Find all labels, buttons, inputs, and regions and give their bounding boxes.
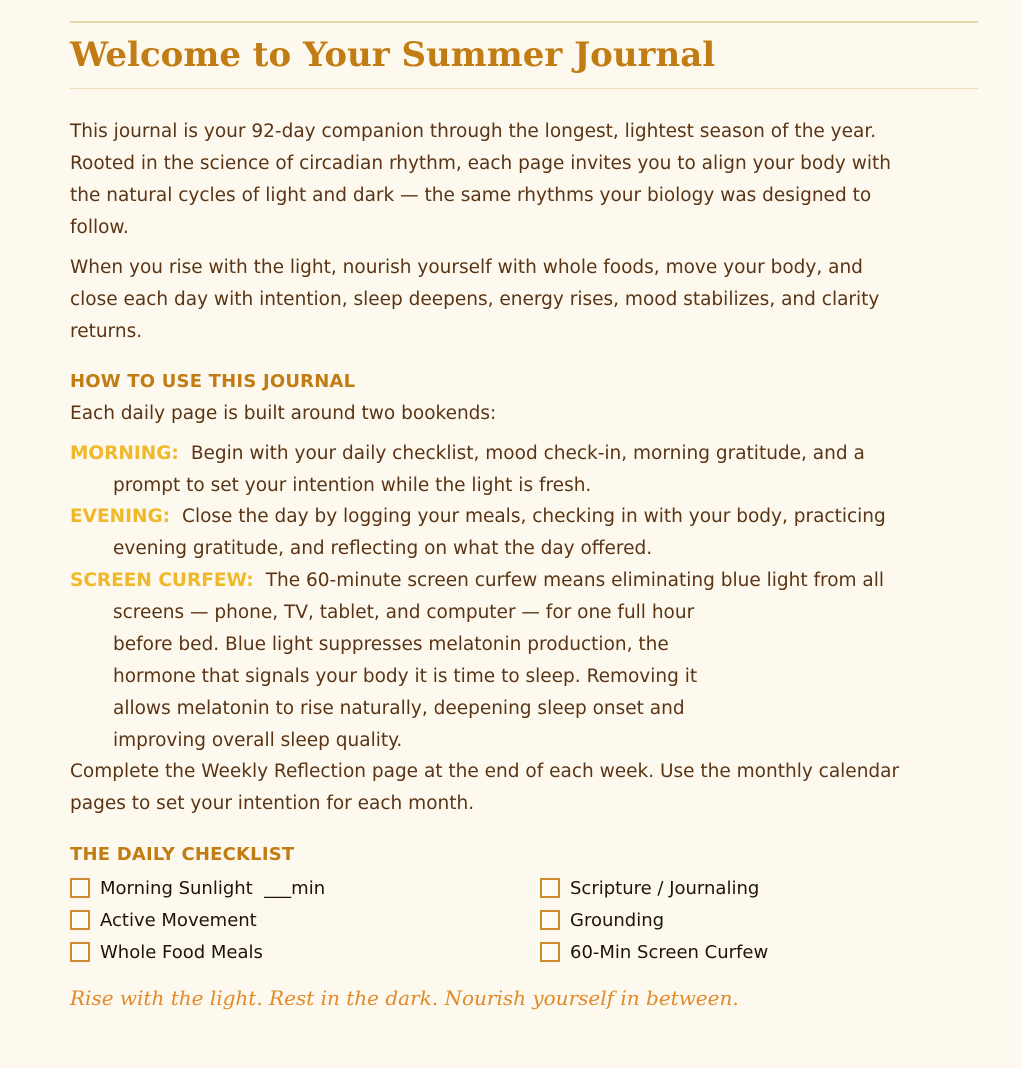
intro-line: the natural cycles of light and dark — the same rhythms your biology was designed to [70, 185, 872, 206]
checklist-item-screen-curfew[interactable] [540, 936, 768, 968]
intro-line: Rooted in the science of circadian rhythm, each page invites you to align your body with [70, 153, 892, 174]
morning-bookend [70, 438, 970, 502]
checkbox[interactable] [540, 910, 560, 930]
bookends-intro: Each daily page is built around two bookends: [70, 403, 497, 424]
tagline: Rise with the light. Rest in the dark. Nourish yourself in between. [70, 986, 739, 1010]
intro-line: follow. [70, 217, 129, 238]
page-title: Welcome to Your Summer Journal [70, 35, 716, 75]
evening-label: EVENING: [70, 506, 171, 527]
evening-text-line: evening gratitude, and reflecting on what the day offered. [113, 538, 653, 559]
checklist-item-label: Active Movement [100, 909, 257, 931]
screen-curfew-text-first: The 60-minute screen curfew means eliminating blue light from all [265, 570, 885, 591]
screen-curfew-text-line: allows melatonin to rise naturally, deepening sleep onset and [113, 698, 685, 719]
intro-paragraph-2 [70, 252, 975, 348]
checkbox[interactable] [70, 942, 90, 962]
weekly-line: Complete the Weekly Reflection page at the end of each week. Use the monthly calendar [70, 761, 900, 782]
checkbox[interactable] [540, 878, 560, 898]
checklist-item-label: Whole Food Meals [100, 941, 263, 963]
checkbox[interactable] [70, 878, 90, 898]
checklist-item-label: Morning Sunlight ___min [100, 877, 326, 899]
screen-curfew-text-line: before bed. Blue light suppresses melatonin production, the [113, 634, 669, 655]
intro-line: returns. [70, 321, 143, 342]
how-to-use-heading: HOW TO USE THIS JOURNAL [70, 371, 356, 392]
daily-checklist-heading: THE DAILY CHECKLIST [70, 844, 295, 865]
screen-curfew-label: SCREEN CURFEW: [70, 570, 254, 591]
checklist-item-whole-food-meals[interactable] [70, 936, 263, 968]
checkbox[interactable] [70, 910, 90, 930]
screen-curfew-text-line: hormone that signals your body it is time to sleep. Removing it [113, 666, 698, 687]
weekly-line: pages to set your intention for each month. [70, 793, 475, 814]
intro-line: close each day with intention, sleep deepens, energy rises, mood stabilizes, and clarity [70, 289, 880, 310]
weekly-reflection-note [70, 756, 975, 820]
checklist-item-label: Grounding [570, 909, 665, 931]
evening-text-first: Close the day by logging your meals, checking in with your body, practicing [182, 506, 886, 527]
evening-bookend [70, 501, 970, 565]
checklist-item-active-movement[interactable] [70, 904, 257, 936]
title-divider [70, 88, 978, 89]
checklist-item-morning-sunlight[interactable] [70, 872, 325, 904]
checklist-item-label: 60-Min Screen Curfew [570, 941, 769, 963]
intro-paragraph-1 [70, 116, 975, 244]
screen-curfew-text-line: improving overall sleep quality. [113, 730, 403, 751]
intro-line: When you rise with the light, nourish yourself with whole foods, move your body, and [70, 257, 863, 278]
morning-text-first: Begin with your daily checklist, mood check-in, morning gratitude, and a [190, 443, 865, 464]
screen-curfew-bookend [70, 565, 970, 757]
checkbox[interactable] [540, 942, 560, 962]
screen-curfew-text-line: screens — phone, TV, tablet, and computer — for one full hour [113, 602, 695, 623]
top-divider [70, 21, 978, 23]
morning-label: MORNING: [70, 443, 179, 464]
checklist-item-grounding[interactable] [540, 904, 664, 936]
checklist-item-scripture-journaling[interactable] [540, 872, 759, 904]
intro-line: This journal is your 92-day companion through the longest, lightest season of the year. [70, 121, 877, 142]
checklist-item-label: Scripture / Journaling [570, 877, 760, 899]
morning-text-line: prompt to set your intention while the light is fresh. [113, 475, 592, 496]
